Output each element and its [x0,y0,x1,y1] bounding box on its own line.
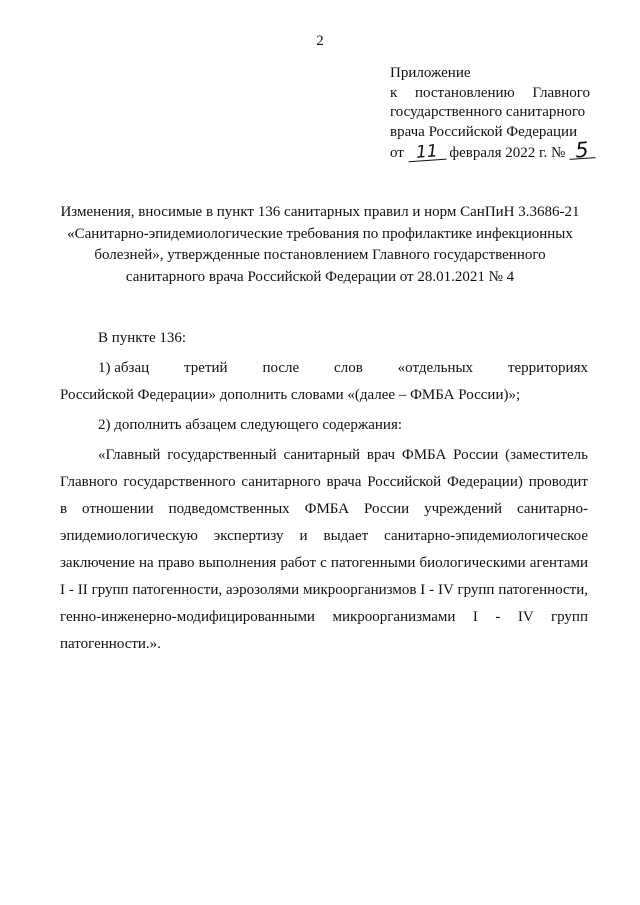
quote-line: генно-инженерно-модифицированными микроорганизмами I - IV групп [60,609,588,625]
quote-line: заключение на право выполнения работ с патогенными биологическими агентами [60,555,588,571]
document-title [50,202,590,288]
title-line: санитарного врача Российской Федерации от 28.01.2021 № 4 [125,268,515,285]
handwritten-day: 11 [407,143,446,163]
quote-line: «Главный государственный санитарный врач ФМБА России (заместитель [98,447,588,463]
item-1-word: территориях [507,360,588,376]
item-1-paragraph [60,355,588,409]
quote-paragraph [60,442,588,658]
item-1-word: 1) абзац [98,360,150,376]
item-2-paragraph: 2) дополнить абзацем следующего содержания: [98,417,403,433]
quote-line: Главного государственного санитарного врача Российской Федерации) проводит [60,474,588,490]
date-month-year: февраля 2022 г. № [449,145,566,161]
item-1-line-1 [60,355,588,382]
quote-line: эпидемиологическую экспертизу и выдает санитарно-эпидемиологическое [60,528,588,544]
intro-paragraph: В пункте 136: [98,330,187,346]
item-1-word: «отдельных [397,360,474,376]
appendix-word: Главного [532,84,590,101]
appendix-date-line [390,137,590,164]
title-line: болезней», утвержденные постановлением Главного государственного [94,247,546,263]
appendix-line-4: врача Российской Федерации [390,123,578,140]
quote-last-line: патогенности.». [60,636,161,652]
appendix-header [390,64,590,164]
item-1-word: после [262,360,300,376]
appendix-line-3: государственного санитарного [390,104,586,120]
appendix-line-2 [390,84,590,104]
title-line: Изменения, вносимые в пункт 136 санитарных правил и норм СанПиН 3.3686-21 [60,204,580,220]
item-1-word: третий [184,360,228,376]
title-line: «Санитарно-эпидемиологические требования по профилактике инфекционных [67,225,573,242]
appendix-word: постановлению [414,84,515,101]
quote-line: I - II групп патогенности, аэрозолями микроорганизмов I - IV групп патогенности, [60,582,588,598]
quote-line: в отношении подведомственных ФМБА России учреждений санитарно- [60,501,588,517]
item-1-word: слов [334,360,363,376]
appendix-title: Приложение [390,65,471,81]
handwritten-doc-number: 5 [568,141,595,160]
document-body [60,325,588,658]
item-1-line-2: Российской Федерации» дополнить словами «(далее – ФМБА России)»; [60,387,521,403]
appendix-word: к [390,84,398,101]
page-number: 2 [316,33,324,49]
date-prefix: от [390,145,404,161]
